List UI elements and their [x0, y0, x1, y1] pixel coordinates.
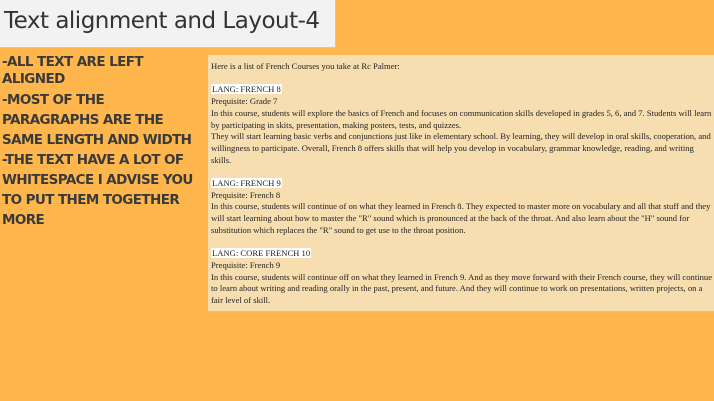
document-intro: Here is a list of French Courses you take at Rc Palmer:	[211, 61, 400, 71]
course-description: They will start learning basic verbs and conjunctions just like in elementary school. By learning, they will develop in oral skills, cooperation, and willingness to participate. Overall, French 8 offers skills that will help you develop in vocabulary, grammar knowledge, reading, and writing skills.	[211, 131, 711, 165]
course-heading: LANG: CORE FRENCH 10	[212, 248, 311, 259]
notes-list	[2, 54, 202, 230]
course-heading: LANG: FRENCH 9	[212, 178, 281, 188]
note-item: -ALL TEXT ARE LEFT ALIGNED	[2, 54, 143, 87]
course-heading: LANG: FRENCH 8	[212, 84, 281, 95]
document-panel	[208, 55, 714, 311]
course-prereq: Prequisite: French 9	[211, 259, 281, 270]
slide-title: Text alignment and Layout-4	[0, 0, 336, 48]
course-prereq: Prequisite: French 8	[211, 189, 281, 200]
note-item: -THE TEXT HAVE A LOT OF WHITESPACE I ADVISE YOU TO PUT THEM TOGETHER MORE	[2, 152, 193, 228]
course-description: In this course, students will continue of on what they learned in French 8. They expected to master more on vocabulary and all that stuff and they will start learning about how to master the "R" sound which is pronounced at the back of the throat. And also learn about the "H" sound for substitution which replaces the "R" sound to get use to the throat position.	[211, 201, 711, 235]
note-item: -MOST OF THE PARAGRAPHS ARE THE SAME LENGTH AND WIDTH	[2, 92, 192, 148]
course-prereq: Prequisite: Grade 7	[211, 96, 278, 107]
course-description: In this course, students will continue off on what they learned in French 9. And as they move forward with their French course, they will continue to learn about writing and reading orally in the past, present, and future. And they will continue to work on presentations, written projects, on a fair level of skill.	[211, 271, 713, 306]
course-description: In this course, students will explore the basics of French and focuses on communication skills developed in grades 5, 6, and 7. Students will learn by participating in skits, presentation, making posters, tests, and quizzes.	[211, 107, 712, 130]
